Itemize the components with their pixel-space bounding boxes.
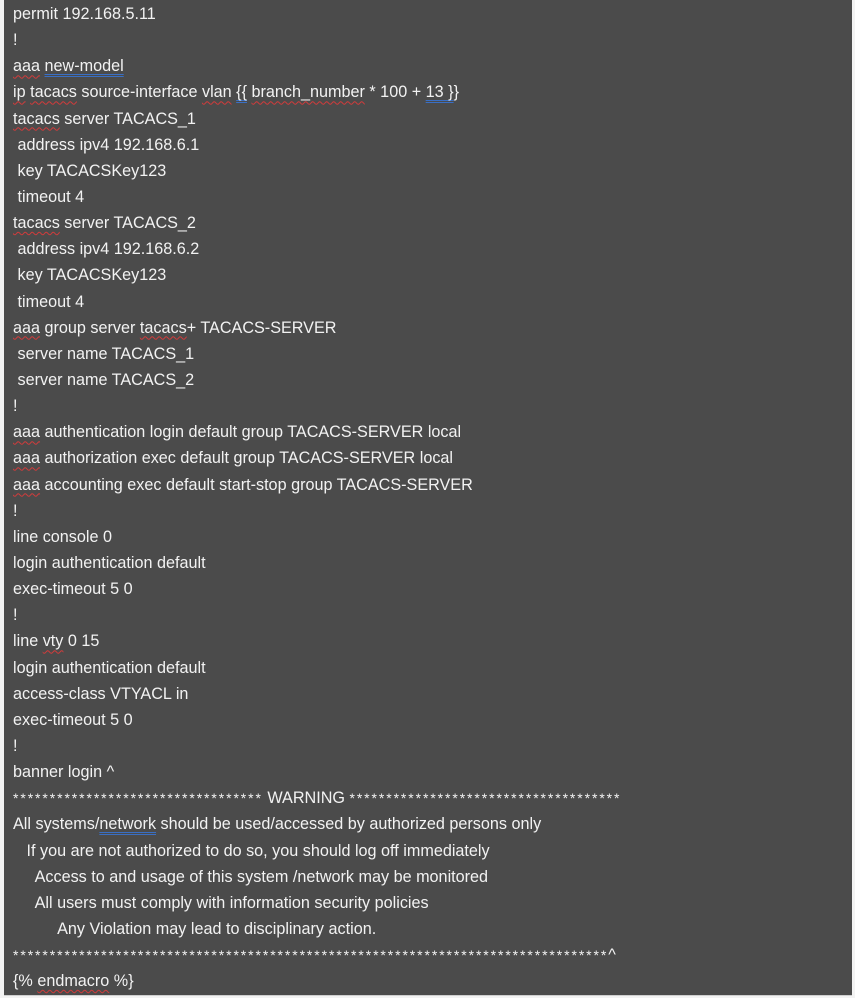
banner-asterisks: ************************************* bbox=[349, 790, 622, 807]
grammar-flagged-word: new-model bbox=[44, 57, 124, 76]
spelling-flagged-word: tacacs bbox=[13, 214, 60, 233]
text-segment: } bbox=[453, 83, 459, 102]
config-line bbox=[13, 419, 852, 445]
spelling-flagged-word: aaa bbox=[13, 57, 41, 76]
config-line bbox=[13, 942, 852, 968]
config-line: All users must comply with information security policies bbox=[13, 893, 429, 912]
config-line: ! bbox=[13, 606, 18, 625]
spelling-flagged-word: tacacs bbox=[139, 318, 187, 337]
config-line bbox=[13, 628, 852, 654]
text-segment: group server bbox=[40, 318, 140, 337]
config-line: ! bbox=[13, 501, 18, 520]
config-line: ! bbox=[13, 31, 18, 50]
config-line bbox=[13, 968, 852, 994]
config-line bbox=[13, 445, 852, 471]
config-line: key TACACSKey123 bbox=[13, 266, 167, 285]
banner-asterisks: ********************************************************************************* bbox=[13, 947, 609, 964]
text-segment: * 100 + bbox=[364, 83, 426, 102]
config-line: exec-timeout 5 0 bbox=[13, 580, 133, 599]
config-line bbox=[13, 79, 852, 105]
spelling-flagged-word: tacacs bbox=[13, 109, 60, 128]
config-line: address ipv4 192.168.6.1 bbox=[13, 135, 200, 154]
grammar-flagged-word: network bbox=[99, 815, 157, 834]
spelling-flagged-word: vty bbox=[42, 632, 64, 651]
config-line: login authentication default bbox=[13, 658, 206, 677]
config-code-block[interactable] bbox=[13, 1, 852, 994]
text-segment: accounting exec default start-stop group TACACS-SERVER bbox=[40, 475, 473, 494]
config-line: key TACACSKey123 bbox=[13, 161, 167, 180]
config-line: line console 0 bbox=[13, 527, 112, 546]
text-segment: source-interface bbox=[76, 83, 202, 102]
config-line: If you are not authorized to do so, you should log off immediately bbox=[13, 841, 490, 860]
spelling-flagged-word: aaa bbox=[13, 475, 41, 494]
config-line: address ipv4 192.168.6.2 bbox=[13, 240, 200, 259]
config-line: timeout 4 bbox=[13, 292, 85, 311]
spelling-flagged-word: branch_number bbox=[251, 83, 365, 102]
config-line: permit 192.168.5.11 bbox=[13, 5, 156, 23]
config-line bbox=[13, 785, 852, 811]
banner-asterisks: ********************************** bbox=[13, 790, 263, 807]
spelling-flagged-word: aaa bbox=[13, 449, 41, 468]
grammar-flagged-word: {{ bbox=[236, 83, 247, 102]
config-line: Access to and usage of this system /network may be monitored bbox=[13, 867, 489, 886]
spelling-flagged-word: tacacs bbox=[30, 83, 77, 102]
spelling-flagged-word: vlan bbox=[201, 83, 232, 102]
text-segment: should be used/accessed by authorized persons only bbox=[156, 815, 542, 834]
config-line: server name TACACS_1 bbox=[13, 344, 195, 363]
text-segment: server TACACS_2 bbox=[59, 214, 196, 233]
config-line bbox=[13, 210, 852, 236]
spelling-flagged-word: aaa bbox=[13, 423, 41, 442]
text-segment: + TACACS-SERVER bbox=[186, 318, 337, 337]
config-line bbox=[13, 315, 852, 341]
text-segment: authorization exec default group TACACS-SERVER local bbox=[40, 449, 454, 468]
config-line bbox=[13, 811, 852, 837]
text-segment: server TACACS_1 bbox=[59, 109, 196, 128]
config-line: login authentication default bbox=[13, 553, 206, 572]
config-line bbox=[13, 106, 852, 132]
text-segment: line bbox=[13, 632, 43, 651]
text-segment: 0 15 bbox=[63, 632, 100, 651]
config-line: ! bbox=[13, 736, 18, 755]
text-segment: ^ bbox=[608, 946, 616, 965]
config-line: server name TACACS_2 bbox=[13, 370, 195, 389]
config-line bbox=[13, 53, 852, 79]
config-line: exec-timeout 5 0 bbox=[13, 710, 133, 729]
text-segment: %} bbox=[109, 972, 134, 991]
config-line: Any Violation may lead to disciplinary action. bbox=[13, 919, 377, 938]
config-line: banner login ^ bbox=[13, 763, 115, 782]
config-line: timeout 4 bbox=[13, 187, 85, 206]
document-page bbox=[4, 0, 852, 996]
text-segment: {% bbox=[13, 972, 38, 991]
text-segment: WARNING bbox=[262, 789, 350, 808]
spelling-flagged-word: ip bbox=[13, 83, 26, 102]
config-line bbox=[13, 472, 852, 498]
config-line: ! bbox=[13, 397, 18, 416]
text-segment: All systems/ bbox=[13, 815, 100, 834]
config-line: access-class VTYACL in bbox=[13, 684, 189, 703]
grammar-flagged-word: 13 } bbox=[425, 83, 454, 102]
spelling-flagged-word: aaa bbox=[13, 318, 41, 337]
spelling-flagged-word: endmacro bbox=[37, 972, 110, 991]
text-segment: authentication login default group TACACS-SERVER local bbox=[40, 423, 462, 442]
